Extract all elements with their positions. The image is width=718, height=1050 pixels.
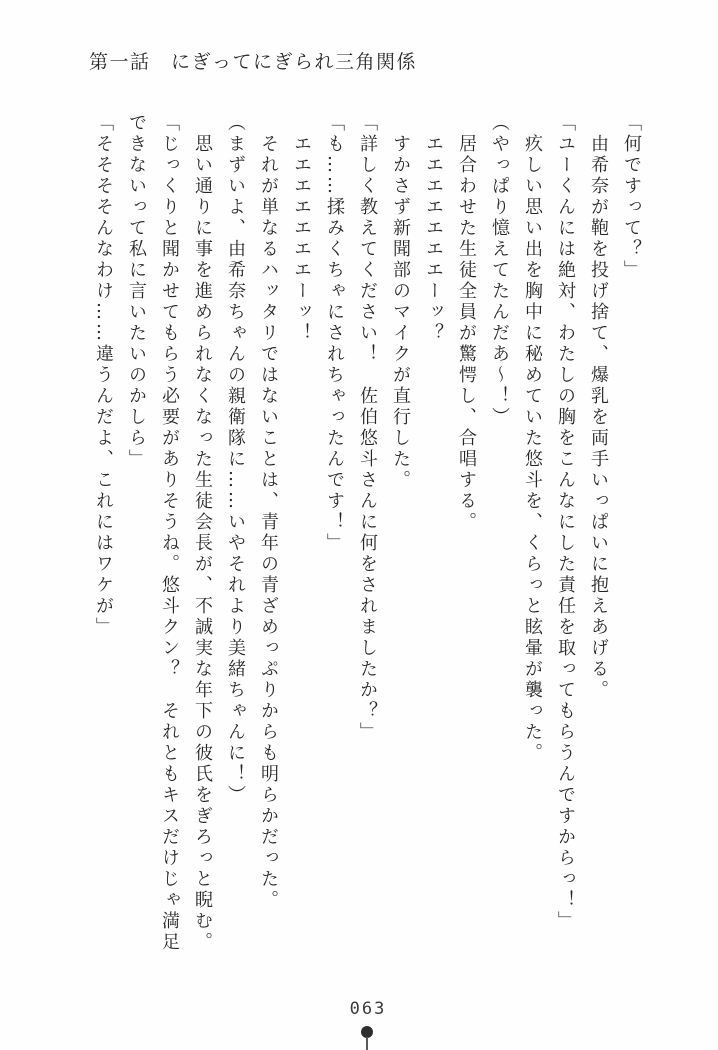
chapter-header: 第一話 にぎってにぎられ三角関係 — [89, 51, 418, 73]
page-number: 063 — [349, 999, 387, 1019]
paragraph: 「ユーくんには絶対、わたしの胸をこんなにした責任を取ってもらうんですからっ！」 — [555, 113, 576, 932]
paragraph: 居合わせた生徒全員が驚愕し、合唱する。 — [456, 113, 477, 533]
paragraph: それが単なるハッタリではないことは、青年の青ざめっぷりからも明らかだった。 — [258, 113, 279, 911]
paragraph: 「詳しく教えてください！ 佐伯悠斗さんに何をされましたか？」 — [357, 113, 378, 743]
paragraph: （まずいよ、由希奈ちゃんの親衛隊に……いやそれより美緒ちゃんに！） — [225, 113, 246, 806]
paragraph: 疚しい思い出を胸中に秘めていた悠斗を、くらっと眩暈が襲った。 — [522, 113, 543, 764]
paragraph: （やっぱり憶えてたんだあ～！） — [489, 113, 510, 428]
paragraph: 「何ですって？」 — [621, 113, 642, 281]
paragraph: エエエエエエエーッ？ — [423, 113, 444, 344]
paragraph: 思い通りに事を進められなくなった生徒会長が、不誠実な年下の彼氏をぎろっと睨む。 — [192, 113, 213, 953]
paragraph: 「も……揉みくちゃにされちゃったんです！」 — [324, 113, 345, 554]
body-text — [86, 113, 648, 957]
paragraph: 「じっくりと聞かせてもらう必要がありそうね。悠斗クン？ それともキスだけじゃ満足できないって私に言いたいのかしら」 — [126, 113, 180, 953]
pin-marker-stem — [366, 1037, 368, 1050]
paragraph: 由希奈が鞄を投げ捨て、爆乳を両手いっぱいに抱えあげる。 — [588, 113, 609, 701]
paragraph: 「そそそそんなわけ……違うんだよ、これにはワケが」 — [93, 113, 114, 638]
paragraph: すかさず新聞部のマイクが直行した。 — [390, 113, 411, 491]
paragraph: エエエエエエエーッ！ — [291, 113, 312, 344]
